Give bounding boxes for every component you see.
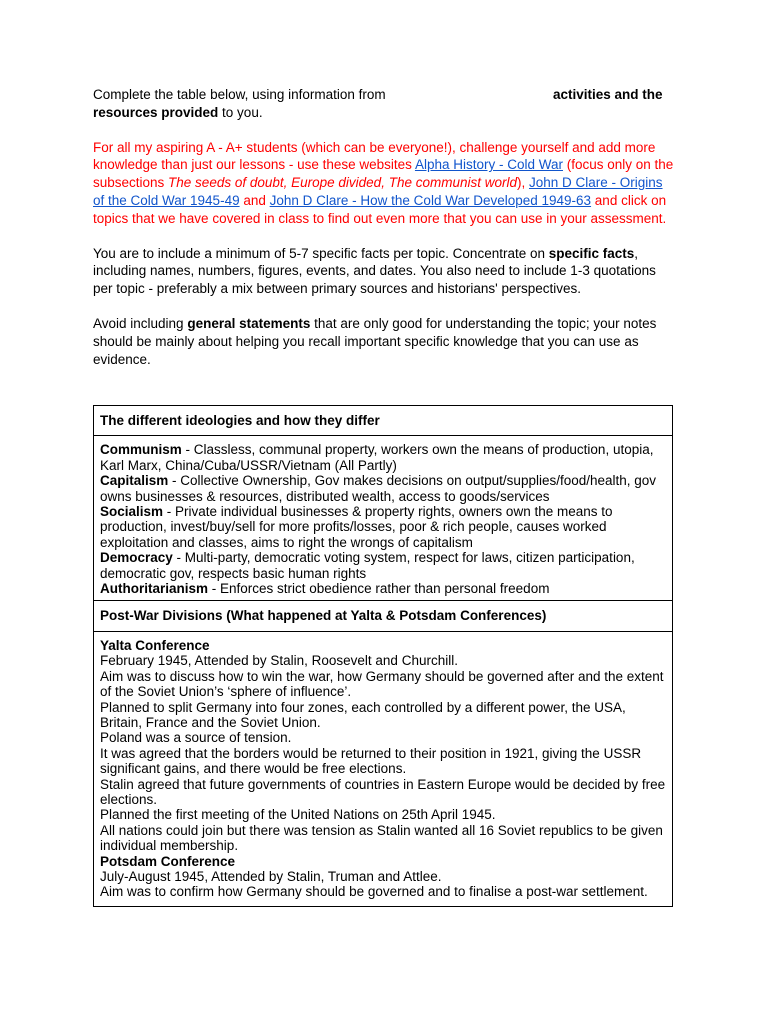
yalta-line: Poland was a source of tension. [100, 730, 292, 746]
intro-line-2 [93, 104, 675, 122]
post-war-heading: Post-War Divisions (What happened at Yalta & Potsdam Conferences) [94, 601, 673, 631]
ideologies-heading: The different ideologies and how they differ [94, 406, 673, 436]
table-row [94, 406, 673, 436]
intro-bold-right: activities and the [553, 87, 663, 102]
challenge-text-a: For all my aspiring A - A+ students (which can be everyone!), challenge yourself and add more knowledge than just our lessons - use these websites [93, 139, 656, 173]
cold-war-developed-link[interactable]: John D Clare - How the Cold War Developed 1949-63 [269, 192, 592, 208]
ideology-term: Socialism [100, 504, 164, 520]
alpha-history-link[interactable]: Alpha History - Cold War [414, 157, 563, 173]
challenge-text-e: and click on topics that we have covered in class to find out even more that you can use in your assessment. [93, 192, 667, 226]
avoid-paragraph [93, 315, 675, 368]
challenge-paragraph [93, 139, 675, 228]
ideology-term: Capitalism [100, 473, 169, 489]
origins-cold-war-link[interactable]: John D Clare - Origins of the Cold War 1945-49 [93, 175, 663, 208]
ideology-entry [100, 473, 666, 504]
challenge-text-c: ), [516, 175, 529, 191]
avoid-bold: general statements [187, 315, 311, 331]
intro-line [93, 86, 675, 104]
yalta-line: All nations could join but there was tension as Stalin wanted all 16 Soviet republics to be given individual membership. [100, 822, 663, 854]
facts-bold: specific facts [548, 245, 635, 261]
facts-text-b: , including names, numbers, figures, events, and dates. You also need to include 1-3 quotations per topic - preferably a mix between primary sources and historians' perspectives. [93, 245, 656, 297]
yalta-line: Aim was to discuss how to win the war, how Germany should be governed after and the extent of the Soviet Union’s ‘sphere of influence’. [100, 668, 664, 700]
facts-paragraph [93, 245, 675, 298]
instructions [93, 86, 675, 368]
yalta-line: It was agreed that the borders would be returned to their position in 1921, giving the USSR significant gains, and there would be free elections. [100, 745, 642, 777]
ideology-desc: - Collective Ownership, Gov makes decisions on output/supplies/food/health, gov owns businesses & resources, distributed wealth, access to goods/services [100, 473, 657, 504]
ideology-entry [100, 550, 666, 581]
potsdam-title: Potsdam Conference [100, 853, 236, 869]
yalta-title: Yalta Conference [100, 637, 210, 653]
challenge-text-d: and [239, 192, 270, 208]
yalta-line: Planned the first meeting of the United Nations on 25th April 1945. [100, 807, 496, 823]
ideology-entry [100, 442, 666, 473]
resources-rest: to you. [218, 104, 263, 120]
intro-text: Complete the table below, using information from [93, 87, 386, 102]
potsdam-line: Aim was to confirm how Germany should be governed and to finalise a post-war settlement. [100, 884, 648, 900]
facts-text-a: You are to include a minimum of 5-7 specific facts per topic. Concentrate on [93, 245, 549, 261]
table-row [94, 631, 673, 906]
table-row [94, 436, 673, 601]
table-row [94, 601, 673, 631]
ideology-term: Democracy [100, 550, 173, 566]
notes-table [93, 405, 673, 907]
ideology-entry [100, 504, 666, 550]
ideology-desc: - Enforces strict obedience rather than personal freedom [208, 581, 550, 597]
challenge-italic: The seeds of doubt, Europe divided, The communist world [168, 175, 517, 191]
ideology-desc: - Multi-party, democratic voting system, respect for laws, citizen participation, democratic gov, respects basic human rights [100, 550, 635, 581]
yalta-line: Planned to split Germany into four zones, each controlled by a different power, the USA, Britain, France and the Soviet Union. [100, 699, 626, 730]
ideology-desc: - Classless, communal property, workers own the means of production, utopia, Karl Marx, China/Cuba/USSR/Vietnam (All Partly) [100, 442, 654, 473]
ideology-desc: - Private individual businesses & property rights, owners own the means to production, invest/buy/sell for more profits/losses, poor & rich people, causes worked exploitation and classes, aims to right the wrongs of capitalism [100, 504, 613, 550]
avoid-text-b: that are only good for understanding the topic; your notes should be mainly about helping you recall important specific knowledge that you can use as evidence. [93, 315, 657, 367]
ideology-entry [100, 581, 666, 596]
potsdam-line: July-August 1945, Attended by Stalin, Truman and Attlee. [100, 868, 442, 884]
post-war-cell[interactable] [94, 631, 673, 906]
yalta-line: Stalin agreed that future governments of countries in Eastern Europe would be decided by free elections. [100, 776, 666, 807]
yalta-line: February 1945, Attended by Stalin, Roosevelt and Churchill. [100, 653, 458, 669]
avoid-text-a: Avoid including [93, 315, 188, 331]
resources-bold: resources provided [93, 104, 219, 120]
ideology-term: Authoritarianism [100, 581, 209, 597]
ideology-term: Communism [100, 442, 182, 458]
challenge-text-b: (focus only on the subsections [93, 157, 674, 191]
ideologies-cell[interactable] [94, 436, 673, 601]
